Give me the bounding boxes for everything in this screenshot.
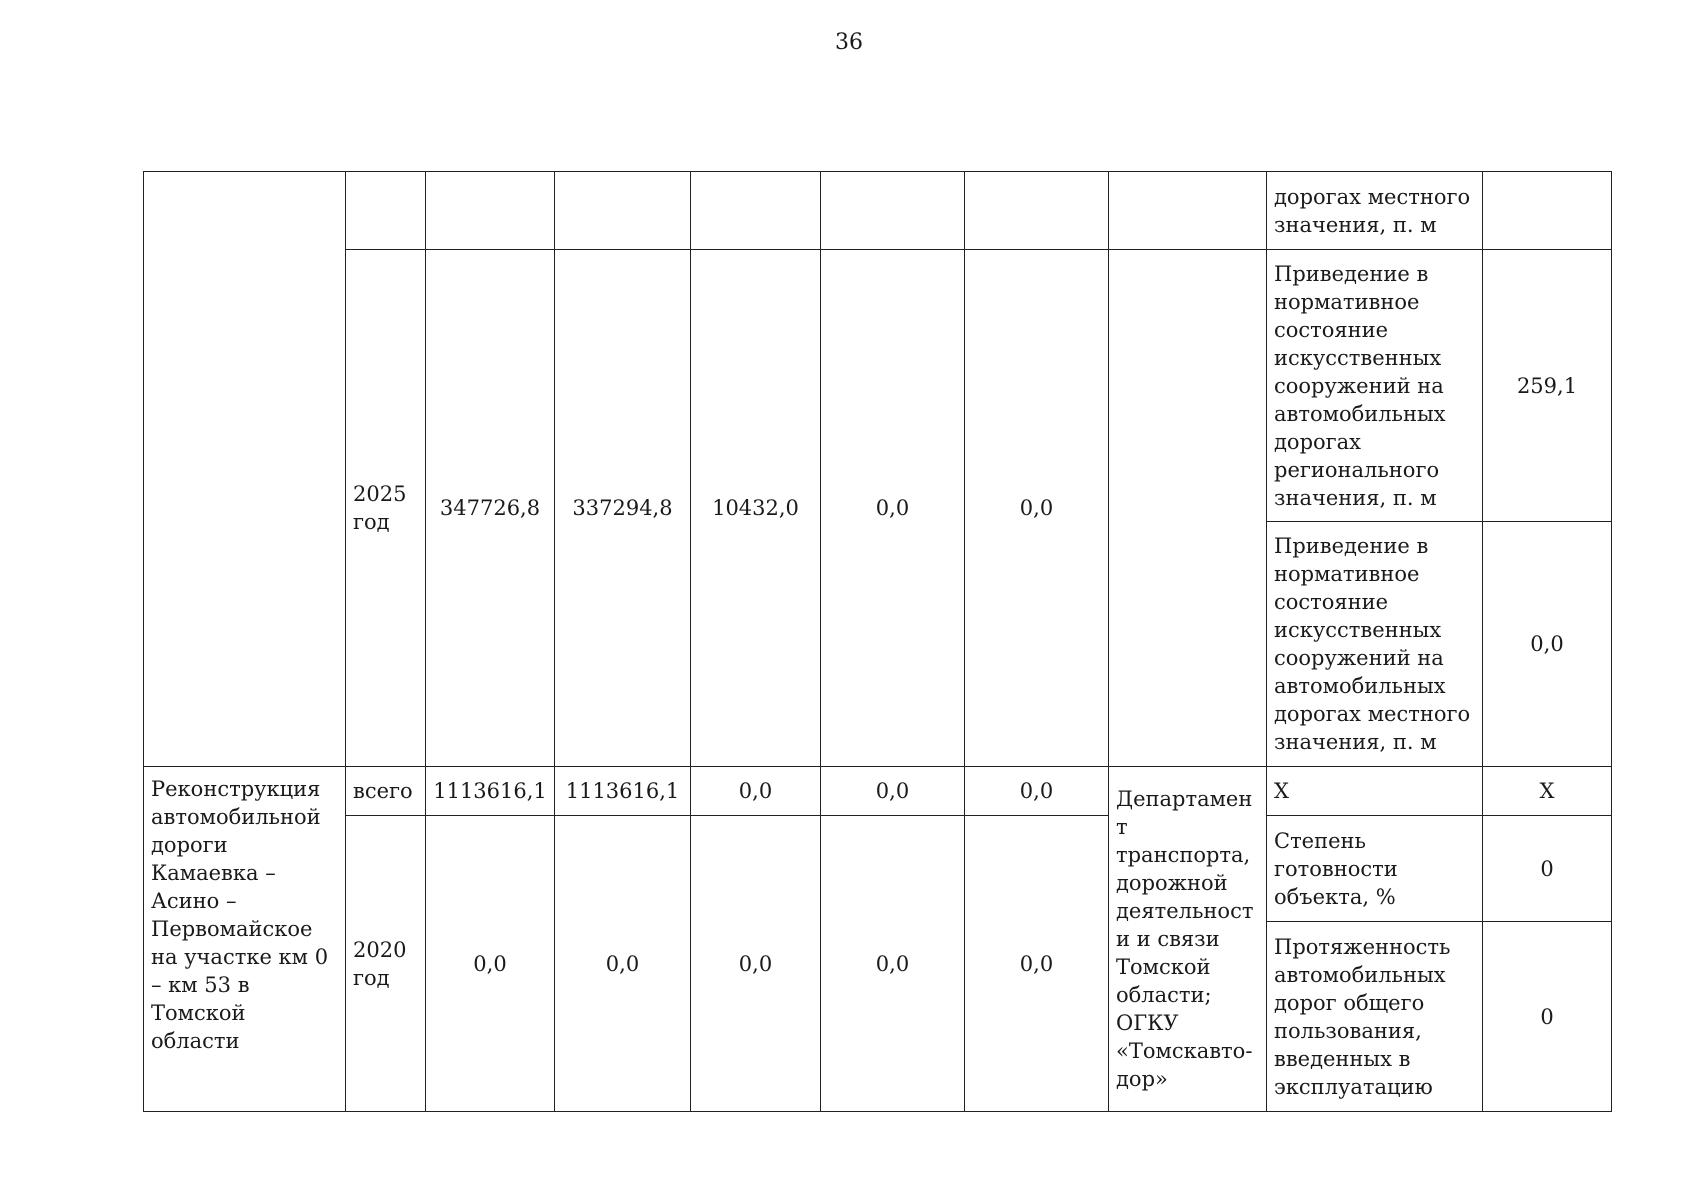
table-row: [144, 816, 1612, 922]
indicator-value-cell: 0,0: [1483, 522, 1612, 767]
year-cell: 2025 год: [346, 250, 426, 767]
indicator-cell: Приведение в нормативное состояние искусственных сооружений на автомобильных дорогах регионального значения, п. м: [1267, 250, 1483, 522]
total-cell: 0,0: [426, 816, 555, 1112]
indicator-cell: Степень готовности объекта, %: [1267, 816, 1483, 922]
table-row: [144, 172, 1612, 250]
total-cell: 347726,8: [426, 250, 555, 767]
indicator-cell: Х: [1267, 767, 1483, 816]
federal-cell: 0,0: [821, 816, 965, 1112]
indicator-cell: Приведение в нормативное состояние искусственных сооружений на автомобильных дорогах местного значения, п. м: [1267, 522, 1483, 767]
federal-cell: 0,0: [821, 250, 965, 767]
indicator-value-cell: Х: [1483, 767, 1612, 816]
table-row: [144, 767, 1612, 816]
regional-cell: 337294,8: [555, 250, 691, 767]
local-cell: 10432,0: [691, 250, 821, 767]
name-cell-empty: [144, 172, 346, 767]
regional-cell: 1113616,1: [555, 767, 691, 816]
executor-cell-empty: [1109, 250, 1267, 767]
table-row: [144, 250, 1612, 522]
total-cell: 1113616,1: [426, 767, 555, 816]
regional-cell: 0,0: [555, 816, 691, 1112]
local-cell: 0,0: [691, 767, 821, 816]
other-cell: 0,0: [965, 250, 1109, 767]
other-cell: 0,0: [965, 767, 1109, 816]
page-number: 36: [835, 30, 863, 55]
indicator-value-cell: 259,1: [1483, 250, 1612, 522]
indicator-value-cell: 0: [1483, 922, 1612, 1112]
indicator-value-cell: 0: [1483, 816, 1612, 922]
indicator-cell: Протяженность автомобильных дорог общего пользования, введенных в эксплуатацию: [1267, 922, 1483, 1112]
total-label-cell: всего: [346, 767, 426, 816]
local-cell: 0,0: [691, 816, 821, 1112]
other-cell: 0,0: [965, 816, 1109, 1112]
federal-cell: 0,0: [821, 767, 965, 816]
executor-cell: Департамент транспорта, дорожной деятельности и связи Томской области; ОГКУ «Томскавто-дор»: [1109, 767, 1267, 1112]
year-cell: 2020 год: [346, 816, 426, 1112]
indicator-cell: дорогах местного значения, п. м: [1267, 172, 1483, 250]
project-name-cell: Реконструкция автомобильной дороги Камаевка – Асино – Первомайское на участке км 0 – км 53 в Томской области: [144, 767, 346, 1112]
program-table: [143, 171, 1612, 1112]
